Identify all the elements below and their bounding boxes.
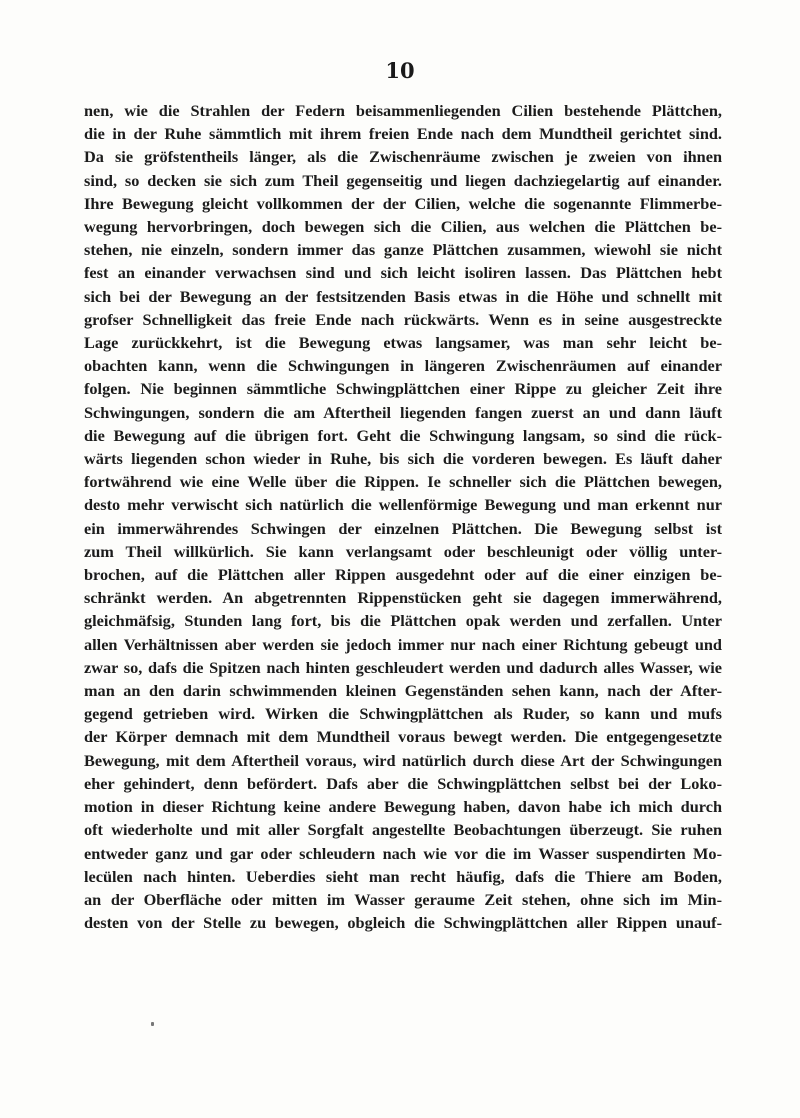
text-line: fest an einander verwachsen sind und sich leicht isoliren lassen. Das Plättchen hebt (84, 263, 722, 283)
text-line: sich bei der Bewegung an der festsitzenden Basis etwas in die Höhe und schnellt mit (84, 286, 722, 306)
text-line: man an den darin schwimmenden kleinen Gegenständen sehen kann, nach der After- (84, 681, 722, 701)
text-line: grofser Schnelligkeit das freie Ende nach rückwärts. Wenn es in seine ausgestreckte (84, 309, 722, 329)
text-line: fortwährend wie eine Welle über die Rippen. Ie schneller sich die Plättchen bewegen, (84, 472, 722, 492)
text-line: entweder ganz und gar oder schleudern nach wie vor die im Wasser suspendirten Mo- (84, 843, 722, 863)
page-number: 10 (385, 58, 415, 83)
text-line: obachten kann, wenn die Schwingungen in längeren Zwischenräumen auf einander (84, 356, 722, 376)
text-line: wegung hervorbringen, doch bewegen sich die Cilien, aus welchen die Plättchen be- (84, 217, 722, 237)
text-line: nen, wie die Strahlen der Federn beisammenliegenden Cilien bestehende Plättchen, (84, 101, 722, 120)
text-line: eher gehindert, denn befördert. Dafs aber die Schwingplättchen selbst bei der Loko- (84, 773, 722, 793)
text-line: der Körper demnach mit dem Mundtheil voraus bewegt werden. Die entgegengesetzte (84, 727, 722, 747)
text-line: sind, so decken sie sich zum Theil gegenseitig und liegen dachziegelartig auf einander. (84, 170, 722, 190)
text-line: wärts liegenden schon wieder in Ruhe, bis sich die vorderen bewegen. Es läuft daher (84, 449, 722, 469)
text-line: motion in dieser Richtung keine andere Bewegung haben, davon habe ich mich durch (84, 797, 722, 817)
text-line: desto mehr verwischt sich natürlich die wellenförmige Bewegung und man erkennt nur (84, 495, 722, 515)
text-line: gleichmäfsig, Stunden lang fort, bis die Plättchen opak werden und zerfallen. Unter (84, 611, 722, 631)
text-line: zum Theil willkürlich. Sie kann verlangsamt oder beschleunigt oder völlig unter- (84, 541, 722, 561)
text-line: die Bewegung auf die übrigen fort. Geht die Schwingung langsam, so sind die rück- (84, 425, 722, 445)
text-line: stehen, nie einzeln, sondern immer das ganze Plättchen zusammen, wiewohl sie nicht (84, 240, 722, 260)
text-line: Lage zurückkehrt, ist die Bewegung etwas langsamer, was man sehr leicht be- (84, 333, 722, 353)
text-line: Bewegung, mit dem Aftertheil voraus, wird natürlich durch diese Art der Schwingungen (84, 750, 722, 770)
text-line: gegend getrieben wird. Wirken die Schwingplättchen als Ruder, so kann und mufs (84, 704, 722, 724)
body-text (84, 99, 722, 934)
text-line: schränkt werden. An abgetrennten Rippenstücken geht sie dagegen immerwährend, (84, 588, 722, 608)
text-line: folgen. Nie beginnen sämmtliche Schwingplättchen einer Rippe zu gleicher Zeit ihre (84, 379, 722, 399)
text-line: Schwingungen, sondern die am Aftertheil liegenden fangen zuerst an und dann läuft (84, 402, 722, 422)
print-speck (151, 1022, 154, 1026)
text-line: die in der Ruhe sämmtlich mit ihrem freien Ende nach dem Mundtheil gerichtet sind. (84, 124, 722, 144)
text-line: allen Verhältnissen aber werden sie jedoch immer nur nach einer Richtung gebeugt und (84, 634, 722, 654)
text-line: brochen, auf die Plättchen aller Rippen ausgedehnt oder auf die einer einzigen be- (84, 565, 722, 585)
text-line: zwar so, dafs die Spitzen nach hinten geschleudert werden und dadurch alles Wasser, wie (84, 657, 722, 677)
text-line: lecülen nach hinten. Ueberdies sieht man recht häufig, dafs die Thiere am Boden, (84, 866, 722, 886)
text-line: ein immerwährendes Schwingen der einzelnen Plättchen. Die Bewegung selbst ist (84, 518, 722, 538)
text-line: Ihre Bewegung gleicht vollkommen der der Cilien, welche die sogenannte Flimmerbe- (84, 193, 722, 213)
text-line: desten von der Stelle zu bewegen, obgleich die Schwingplättchen aller Rippen unauf- (84, 913, 722, 933)
text-line: Da sie gröfstentheils länger, als die Zwischenräume zwischen je zweien von ihnen (84, 147, 722, 167)
text-line: an der Oberfläche oder mitten im Wasser geraume Zeit stehen, ohne sich im Min- (84, 889, 722, 909)
text-line: oft wiederholte und mit aller Sorgfalt angestellte Beobachtungen überzeugt. Sie ruhen (84, 820, 722, 840)
